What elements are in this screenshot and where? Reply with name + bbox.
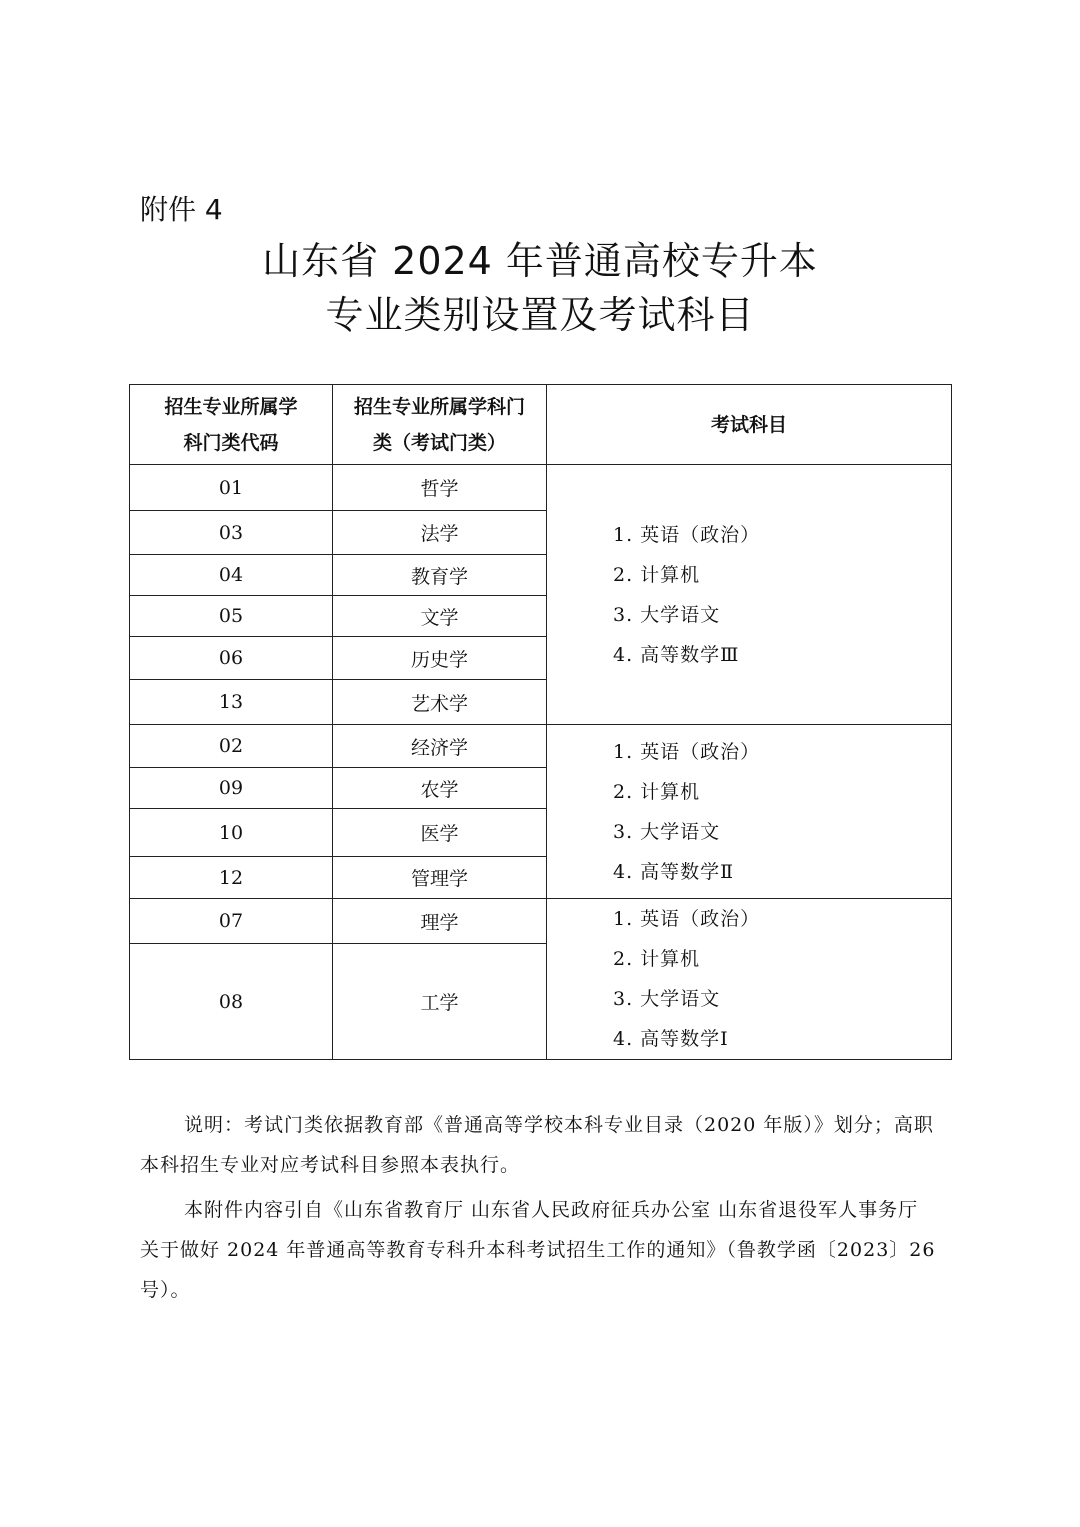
category-cell: 艺术学 <box>333 680 547 725</box>
table-header-row <box>130 385 952 465</box>
header-category <box>333 385 547 465</box>
category-cell: 医学 <box>333 809 547 857</box>
code-cell: 03 <box>130 511 333 555</box>
category-cell: 理学 <box>333 899 547 944</box>
subject-item: 1. 英语（政治） <box>613 740 761 763</box>
attachment-label: 附件 4 <box>140 193 223 226</box>
category-cell: 法学 <box>333 511 547 555</box>
code-cell: 06 <box>130 637 333 680</box>
subject-item: 3. 大学语文 <box>613 820 721 843</box>
header-category-text: 招生专业所属学科门类（考试门类） <box>353 395 525 454</box>
header-code-text: 招生专业所属学科门类代码 <box>164 395 298 454</box>
subjects-cell <box>547 899 952 1060</box>
note-explanation <box>140 1105 940 1185</box>
table-row <box>130 899 952 944</box>
subjects-table <box>129 384 952 1060</box>
subject-item: 1. 英语（政治） <box>613 523 761 546</box>
header-code <box>130 385 333 465</box>
note-source-text: 本附件内容引自《山东省教育厅 山东省人民政府征兵办公室 山东省退役军人事务厅 关于做好 2024 年普通高等教育专科升本科考试招生工作的通知》（鲁教学函〔2023〕26 号）。 <box>140 1199 936 1301</box>
category-cell: 文学 <box>333 596 547 637</box>
category-cell: 哲学 <box>333 465 547 511</box>
category-cell: 经济学 <box>333 725 547 768</box>
note-explanation-text: 说明：考试门类依据教育部《普通高等学校本科专业目录（2020 年版）》划分；高职本科招生专业对应考试科目参照本表执行。 <box>140 1114 934 1176</box>
subject-item: 2. 计算机 <box>613 948 701 970</box>
table-row <box>130 465 952 511</box>
note-source <box>140 1190 940 1310</box>
code-cell: 12 <box>130 857 333 899</box>
subject-item: 2. 计算机 <box>613 780 701 803</box>
document-title-line2: 专业类别设置及考试科目 <box>325 293 755 337</box>
subject-item: 4. 高等数学Ⅰ <box>613 1028 729 1050</box>
header-subjects: 考试科目 <box>547 385 952 465</box>
table-row <box>130 725 952 768</box>
code-cell: 09 <box>130 768 333 809</box>
category-cell: 工学 <box>333 944 547 1060</box>
document-title-line1: 山东省 2024 年普通高校专升本 <box>262 239 818 283</box>
subject-item: 4. 高等数学Ⅱ <box>613 860 735 883</box>
subjects-cell <box>547 725 952 899</box>
subjects-cell <box>547 465 952 725</box>
code-cell: 05 <box>130 596 333 637</box>
code-cell: 01 <box>130 465 333 511</box>
code-cell: 07 <box>130 899 333 944</box>
category-cell: 历史学 <box>333 637 547 680</box>
subject-item: 3. 大学语文 <box>613 988 721 1010</box>
subject-item: 3. 大学语文 <box>613 603 721 626</box>
subject-item: 4. 高等数学Ⅲ <box>613 643 740 666</box>
code-cell: 08 <box>130 944 333 1060</box>
code-cell: 04 <box>130 555 333 596</box>
code-cell: 13 <box>130 680 333 725</box>
category-cell: 管理学 <box>333 857 547 899</box>
code-cell: 10 <box>130 809 333 857</box>
category-cell: 农学 <box>333 768 547 809</box>
category-cell: 教育学 <box>333 555 547 596</box>
code-cell: 02 <box>130 725 333 768</box>
subject-item: 2. 计算机 <box>613 563 701 586</box>
subject-item: 1. 英语（政治） <box>613 908 761 930</box>
